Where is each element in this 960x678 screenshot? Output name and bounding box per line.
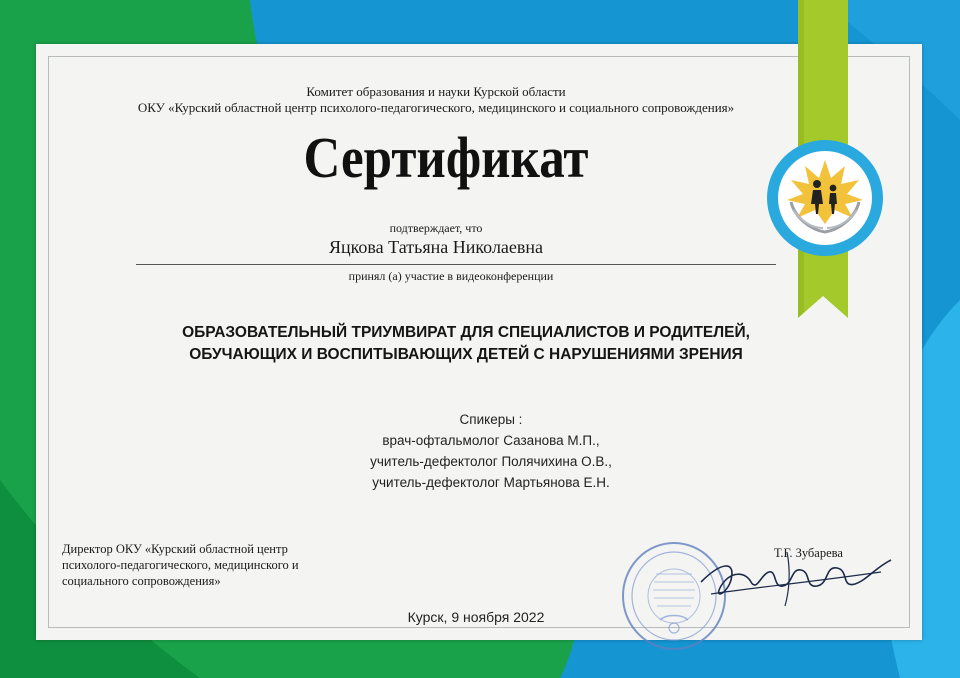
- director-name: Т.Г. Зубарева: [774, 546, 843, 560]
- recipient-underline: [136, 264, 776, 265]
- speaker-item: врач-офтальмолог Сазанова М.П.,: [382, 433, 600, 448]
- confirms-text: подтверждает, что: [389, 221, 483, 235]
- city-date: Курск, 9 ноября 2022: [407, 609, 545, 625]
- participation-text: принял (а) участие в видеоконференции: [348, 269, 554, 283]
- director-title-line-2: психолого-педагогического, медицинского и: [62, 558, 299, 572]
- director-title-line-3: социального сопровождения»: [62, 574, 221, 588]
- director-title-line-1: Директор ОКУ «Курский областной центр: [62, 542, 288, 556]
- recipient-name: Яцкова Татьяна Николаевна: [328, 237, 544, 257]
- organization-line-1: Комитет образования и науки Курской области: [306, 84, 566, 99]
- speaker-item: учитель-дефектолог Мартьянова Е.Н.: [372, 475, 610, 490]
- certificate-title: Сертификат: [303, 125, 589, 190]
- speaker-item: учитель-дефектолог Полячихина О.В.,: [370, 454, 612, 469]
- organization-line-2: ОКУ «Курский областной центр психолого-педагогического, медицинского и социального сопровождения»: [137, 100, 735, 115]
- event-title-line-2: ОБУЧАЮЩИХ И ВОСПИТЫВАЮЩИХ ДЕТЕЙ С НАРУШЕНИЯМИ ЗРЕНИЯ: [189, 346, 743, 363]
- speakers-heading: Спикеры :: [459, 412, 523, 427]
- event-title-line-1: ОБРАЗОВАТЕЛЬНЫЙ ТРИУМВИРАТ ДЛЯ СПЕЦИАЛИСТОВ И РОДИТЕЛЕЙ,: [182, 324, 750, 341]
- emblem-badge: [765, 138, 885, 258]
